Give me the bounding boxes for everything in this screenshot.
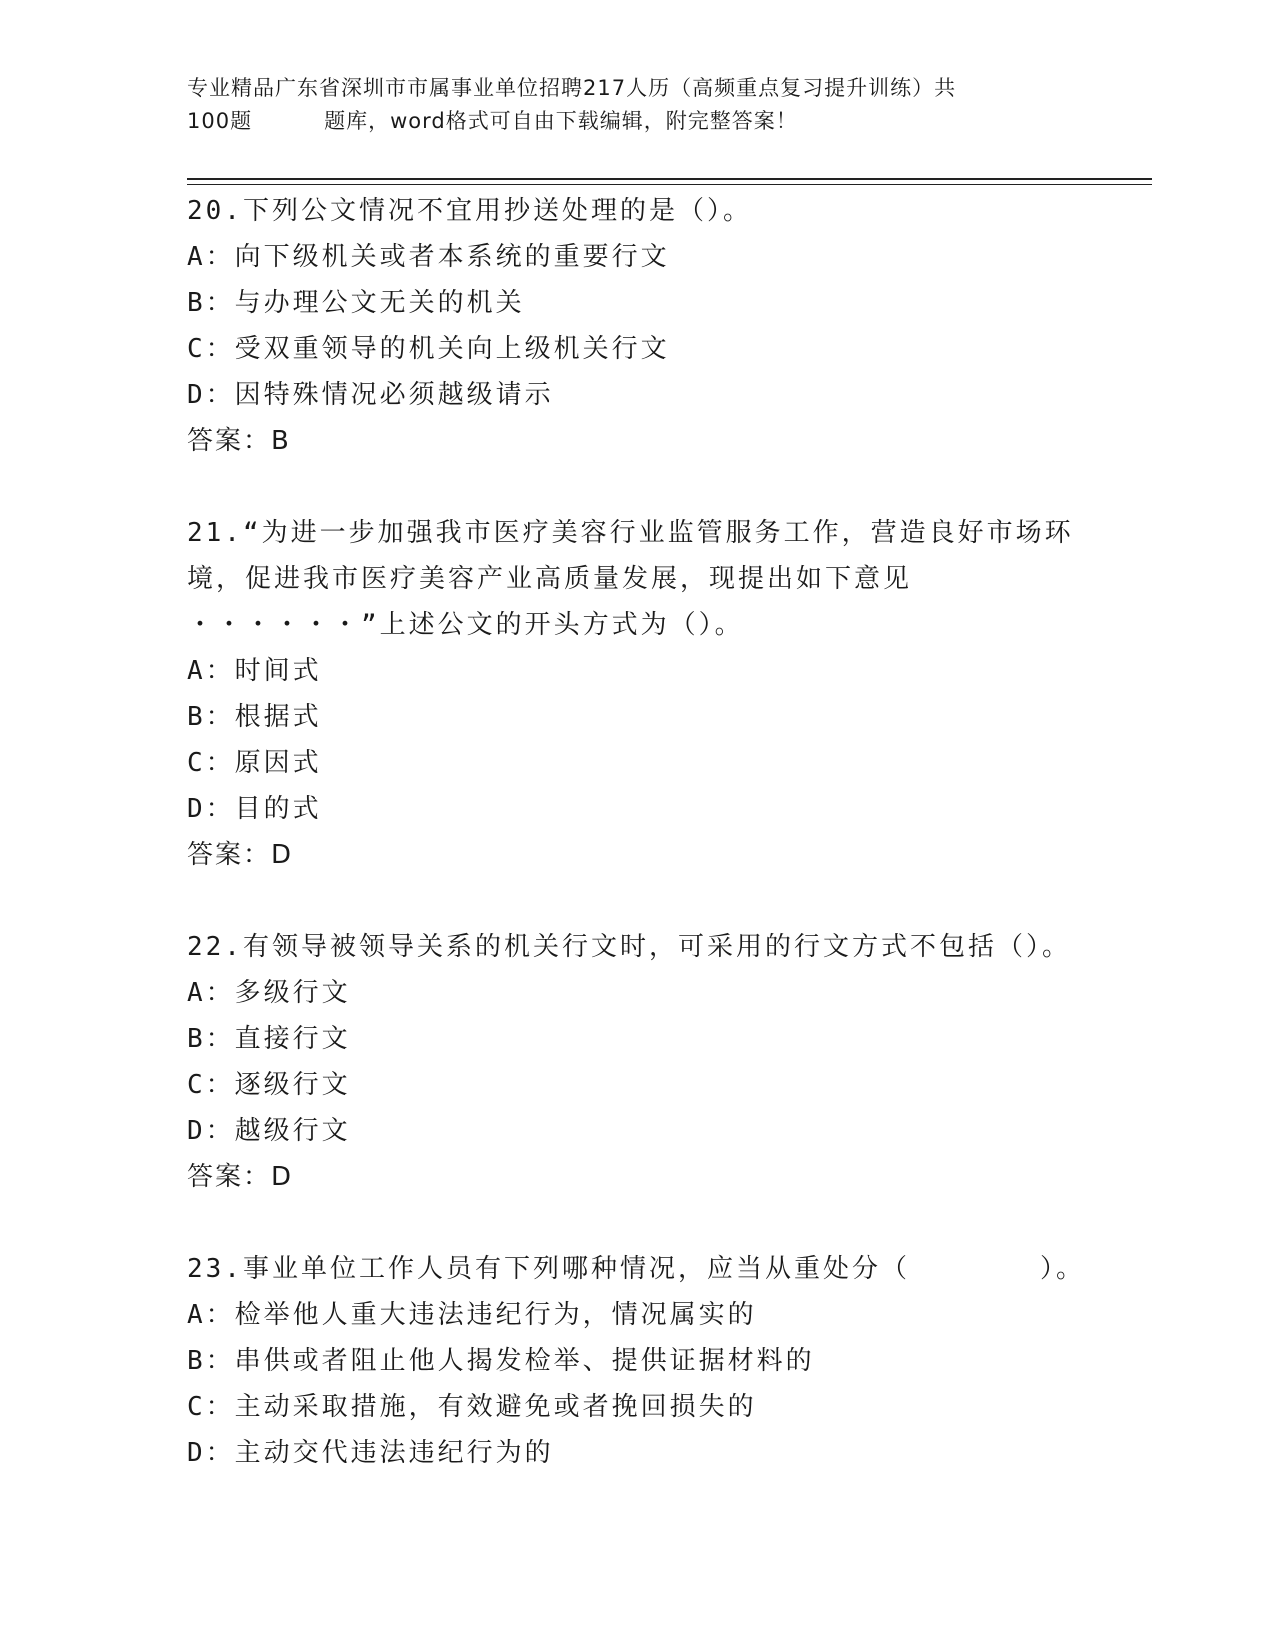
option-c: C：逐级行文 [187, 1070, 351, 1100]
question-stem: 20.下列公文情况不宜用抄送处理的是（）。 [187, 196, 752, 226]
option-b: B：串供或者阻止他人揭发检举、提供证据材料的 [187, 1346, 815, 1376]
option-b: B：直接行文 [187, 1024, 351, 1054]
question-stem-line-1: 21.“为进一步加强我市医疗美容行业监管服务工作，营造良好市场环 [187, 518, 1074, 548]
question-stem-text: 23.事业单位工作人员有下列哪种情况，应当从重处分（ [187, 1254, 910, 1284]
answer-line: 答案：D [187, 1162, 294, 1192]
option-d: D：因特殊情况必须越级请示 [187, 380, 554, 410]
header-divider-top [187, 178, 1152, 180]
question-22 [187, 924, 1147, 1200]
question-stem: 22.有领导被领导关系的机关行文时，可采用的行文方式不包括（）。 [187, 932, 1071, 962]
option-c: C：原因式 [187, 748, 322, 778]
question-20 [187, 188, 1147, 464]
option-a: A：向下级机关或者本系统的重要行文 [187, 242, 670, 272]
question-stem-line-2: 境，促进我市医疗美容产业高质量发展，现提出如下意见 [187, 564, 913, 594]
option-d: D：越级行文 [187, 1116, 351, 1146]
option-c: C：主动采取措施，有效避免或者挽回损失的 [187, 1392, 757, 1422]
document-header [187, 72, 1067, 138]
question-list [187, 188, 1147, 1522]
header-title-line-1: 专业精品广东省深圳市市属事业单位招聘217人历（高频重点复习提升训练）共 [187, 76, 957, 100]
answer-line: 答案：B [187, 426, 291, 456]
option-a: A：时间式 [187, 656, 322, 686]
option-b: B：与办理公文无关的机关 [187, 288, 525, 318]
header-question-count: 100题 [187, 109, 253, 133]
option-d: D：目的式 [187, 794, 322, 824]
answer-line: 答案：D [187, 840, 294, 870]
question-21 [187, 510, 1147, 878]
question-stem-end: ）。 [1039, 1254, 1085, 1284]
header-subtitle: 题库，word格式可自由下载编辑，附完整答案！ [324, 109, 798, 133]
option-d: D：主动交代违法违纪行为的 [187, 1438, 554, 1468]
option-c: C：受双重领导的机关向上级机关行文 [187, 334, 670, 364]
header-divider-bottom [187, 184, 1152, 185]
header-title-line-2 [187, 105, 1067, 138]
option-a: A：多级行文 [187, 978, 351, 1008]
option-b: B：根据式 [187, 702, 322, 732]
question-23 [187, 1246, 1147, 1476]
option-a: A：检举他人重大违法违纪行为，情况属实的 [187, 1300, 757, 1330]
question-stem [187, 1246, 1147, 1292]
question-stem-line-3: ・・・・・・”上述公文的开头方式为（）。 [187, 610, 744, 640]
